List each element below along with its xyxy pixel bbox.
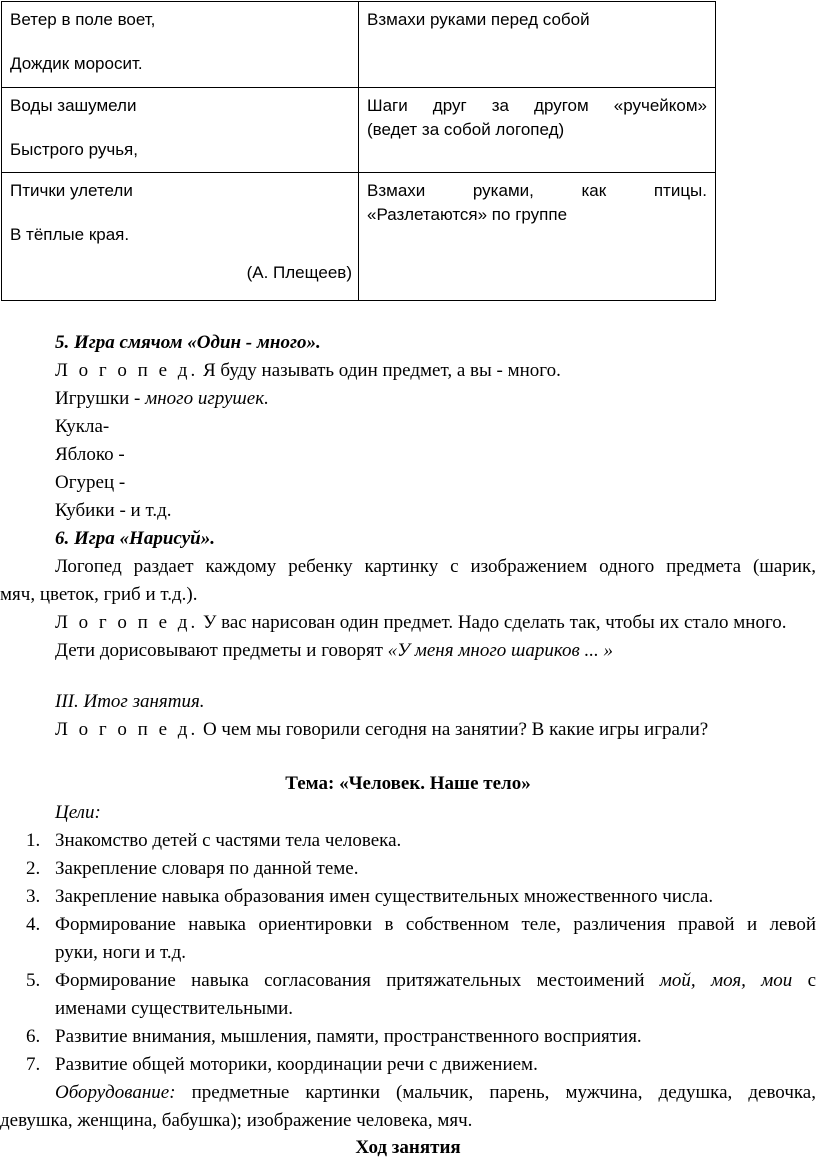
goal-text	[55, 967, 816, 995]
speech-text: О чем мы говорили сегодня на занятии? В какие игры играли?	[198, 719, 709, 740]
game6-title: 6. Игра «Нарисуй».	[55, 528, 215, 549]
goal-text-part: Формирование навыка согласования притяжательных местоимений	[55, 970, 660, 991]
goal-text-part: с	[792, 970, 816, 991]
poem-line: Птички улетели	[10, 181, 133, 200]
game5-item: Кукла-	[55, 416, 110, 437]
game6-speech-line	[55, 609, 787, 637]
equipment-line-continued: девушка, женщина, бабушка); изображение человека, мяч.	[0, 1110, 473, 1131]
goal-number: 7.	[26, 1054, 41, 1075]
movement-line: Шаги друг за другом «ручейком»	[367, 96, 707, 115]
game5-title: 5. Игра смячом «Один - много».	[55, 332, 321, 353]
movement-line: «Разлетаются» по группе	[367, 205, 568, 224]
children-text: Дети дорисовывают предметы и говорят	[55, 640, 388, 661]
game6-paragraph-line: Логопед раздает каждому ребенку картинку с изображением одного предмета (шарик,	[55, 556, 816, 577]
goal-text: Знакомство детей с частями тела человека.	[55, 830, 402, 851]
goals-label: Цели:	[55, 802, 101, 823]
pronouns-emphasis: мой, моя, мои	[659, 970, 793, 991]
children-quote: «У меня много шариков ... »	[387, 640, 613, 661]
topic-title: Тема: «Человек. Наше тело»	[285, 773, 531, 794]
example-word: Игрушки -	[55, 388, 146, 409]
game5-item: Огурец -	[55, 472, 126, 493]
course-title: Ход занятия	[355, 1137, 461, 1158]
poem-table	[1, 1, 716, 301]
movement-line: Взмахи руками, как птицы.	[367, 181, 707, 200]
movement-cell	[359, 2, 716, 88]
movement-line: Взмахи руками перед собой	[367, 10, 590, 29]
summary-title: III. Итог занятия.	[55, 691, 205, 712]
goal-text: Формирование навыка ориентировки в собственном теле, различения правой и левой	[55, 914, 816, 935]
goal-text-continued: именами существительными.	[55, 998, 294, 1019]
goal-text: Закрепление навыка образования имен существительных множественного числа.	[55, 886, 714, 907]
speaker-label: Л о г о п е д.	[55, 719, 199, 740]
goal-text: Развитие общей моторики, координации речи с движением.	[55, 1054, 538, 1075]
poem-line: В тёплые края.	[10, 225, 130, 244]
table-row	[2, 173, 716, 301]
poem-line: Дождик моросит.	[10, 54, 143, 73]
speech-text: Я буду называть один предмет, а вы - много.	[198, 360, 561, 381]
equipment-label: Оборудование:	[55, 1082, 176, 1103]
goal-number: 2.	[26, 858, 41, 879]
speaker-label: Л о г о п е д.	[55, 360, 199, 381]
goal-text: Развитие внимания, мышления, памяти, пространственного восприятия.	[55, 1026, 642, 1047]
poem-cell	[2, 173, 359, 301]
poem-cell	[2, 88, 359, 173]
poem-cell	[2, 2, 359, 88]
goal-number: 4.	[26, 914, 41, 935]
goal-number: 1.	[26, 830, 41, 851]
equipment-text: предметные картинки (мальчик, парень, мужчина, дедушка, девочка,	[175, 1082, 816, 1103]
movement-line: (ведет за собой логопед)	[367, 120, 565, 139]
table-row	[2, 2, 716, 88]
goal-number: 3.	[26, 886, 41, 907]
game6-paragraph-line: мяч, цветок, гриб и т.д.).	[0, 584, 198, 605]
game5-item: Яблоко -	[55, 444, 125, 465]
speaker-label: Л о г о п е д.	[55, 612, 199, 633]
speech-text: У вас нарисован один предмет. Надо сделать так, чтобы их стало много.	[198, 612, 787, 633]
poem-author: (А. Плещеев)	[246, 263, 352, 282]
poem-line: Быстрого ручья,	[10, 140, 138, 159]
game5-item: Кубики - и т.д.	[55, 500, 172, 521]
goal-text-continued: руки, ноги и т.д.	[55, 942, 186, 963]
game5-speech-line	[55, 357, 561, 385]
summary-speech-line	[55, 716, 708, 744]
movement-cell	[359, 88, 716, 173]
goal-number: 5.	[26, 970, 41, 991]
equipment-line	[55, 1079, 816, 1107]
goal-text: Закрепление словаря по данной теме.	[55, 858, 359, 879]
example-answer: много игрушек.	[145, 388, 269, 409]
poem-line: Ветер в поле воет,	[10, 10, 156, 29]
game5-example	[55, 385, 269, 413]
table-row	[2, 88, 716, 173]
movement-cell	[359, 173, 716, 301]
poem-line: Воды зашумели	[10, 96, 137, 115]
game6-children-line	[55, 637, 613, 665]
goal-number: 6.	[26, 1026, 41, 1047]
